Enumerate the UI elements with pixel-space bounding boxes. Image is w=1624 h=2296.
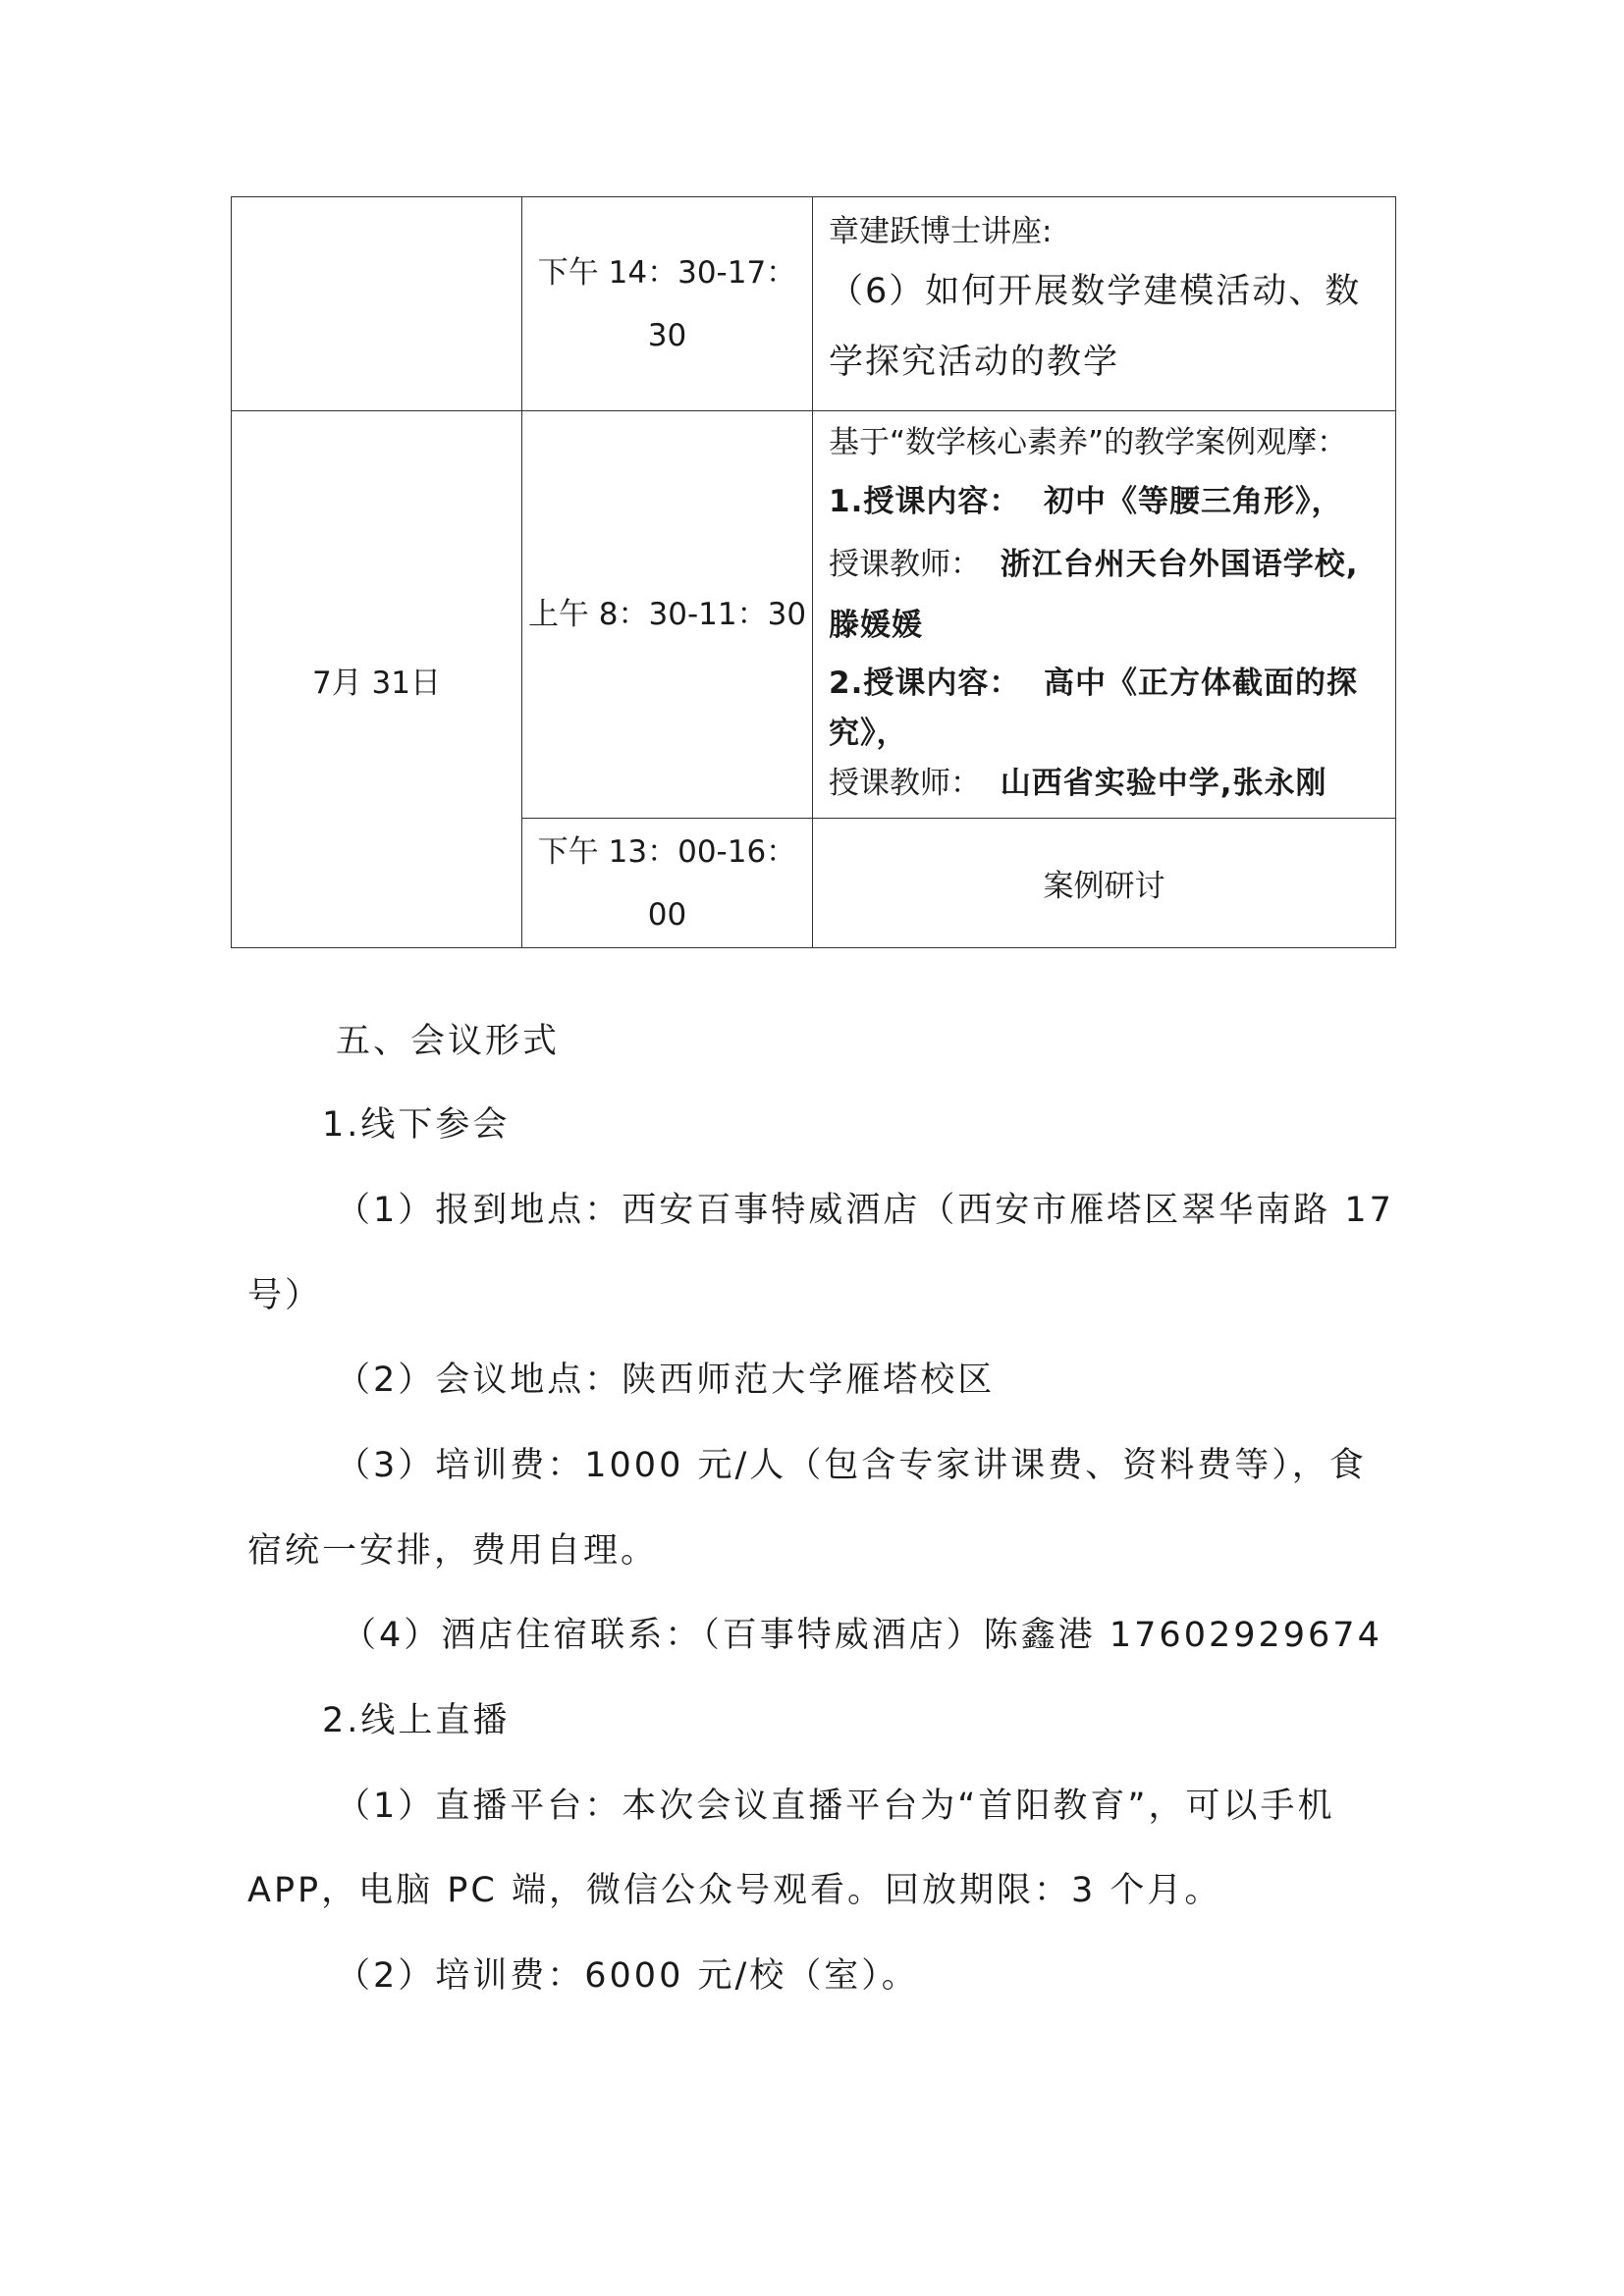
lesson-label: 1.授课内容： bbox=[829, 484, 1021, 519]
lesson-content: 究》， bbox=[829, 716, 908, 751]
schedule-table bbox=[231, 196, 1396, 948]
lesson-content: 高中《正方体截面的探 bbox=[1043, 666, 1358, 701]
lecture-title: （6）如何开展数学建模活动、数 bbox=[829, 271, 1362, 311]
lesson-label: 2.授课内容： bbox=[829, 666, 1021, 701]
observation-intro: 基于“数学核心素养”的教学案例观摩： bbox=[829, 425, 1348, 460]
offline-p3-cont: 宿统一安排，费用自理。 bbox=[247, 1531, 659, 1571]
lecture-title: 学探究活动的教学 bbox=[829, 342, 1120, 382]
online-title: 2.线上直播 bbox=[322, 1701, 511, 1740]
offline-p1: （1）报到地点：西安百事特威酒店（西安市雁塔区翠华南路 17 bbox=[336, 1191, 1394, 1230]
online-p2: （2）培训费：6000 元/校（室）。 bbox=[336, 1956, 919, 1996]
time-cell bbox=[522, 411, 813, 819]
teacher-label: 授课教师： bbox=[829, 547, 981, 582]
teacher-line bbox=[829, 533, 1381, 596]
teacher-line bbox=[829, 755, 1381, 812]
content-cell bbox=[813, 819, 1396, 948]
date-cell-empty bbox=[232, 197, 522, 411]
table-row bbox=[232, 411, 1396, 819]
offline-p2: （2）会议地点：陕西师范大学雁塔校区 bbox=[336, 1361, 996, 1400]
teacher-name: 山西省实验中学,张永刚 bbox=[1000, 766, 1327, 801]
content-cell bbox=[813, 411, 1396, 819]
offline-p3: （3）培训费：1000 元/人（包含专家讲课费、资料费等），食 bbox=[336, 1446, 1367, 1485]
teacher-label: 授课教师： bbox=[829, 766, 981, 801]
time-cell bbox=[522, 197, 813, 411]
date-text: 7月 31日 bbox=[311, 665, 442, 701]
table-row bbox=[232, 197, 1396, 411]
offline-title: 1.线下参会 bbox=[322, 1105, 511, 1145]
time-text: 00 bbox=[647, 896, 687, 933]
teacher-name: 浙江台州天台外国语学校, bbox=[1000, 547, 1359, 582]
time-cell bbox=[522, 819, 813, 948]
lesson-content: 初中《等腰三角形》， bbox=[1043, 484, 1343, 519]
offline-p4: （4）酒店住宿联系：（百事特威酒店）陈鑫港 17602929674 bbox=[342, 1616, 1382, 1655]
lecture-heading: 章建跃博士讲座: bbox=[829, 213, 1053, 249]
time-text: 30 bbox=[647, 317, 687, 353]
case-discussion: 案例研讨 bbox=[1043, 869, 1165, 904]
offline-p1-cont: 号） bbox=[247, 1276, 323, 1315]
online-p1: （1）直播平台：本次会议直播平台为“首阳教育”，可以手机 bbox=[336, 1787, 1335, 1826]
time-text: 下午 13：00-16： bbox=[537, 833, 797, 870]
lesson-item bbox=[829, 655, 1381, 712]
date-cell bbox=[232, 411, 522, 948]
teacher-name: 滕媛媛 bbox=[829, 608, 923, 643]
lesson-item bbox=[829, 470, 1381, 533]
online-p1-cont: APP，电脑 PC 端，微信公众号观看。回放期限：3 个月。 bbox=[247, 1871, 1222, 1910]
content-cell bbox=[813, 197, 1396, 411]
time-text: 下午 14：30-17： bbox=[537, 254, 797, 291]
time-text: 上午 8：30-11：30 bbox=[527, 597, 807, 632]
section-heading: 五、会议形式 bbox=[336, 1022, 561, 1061]
